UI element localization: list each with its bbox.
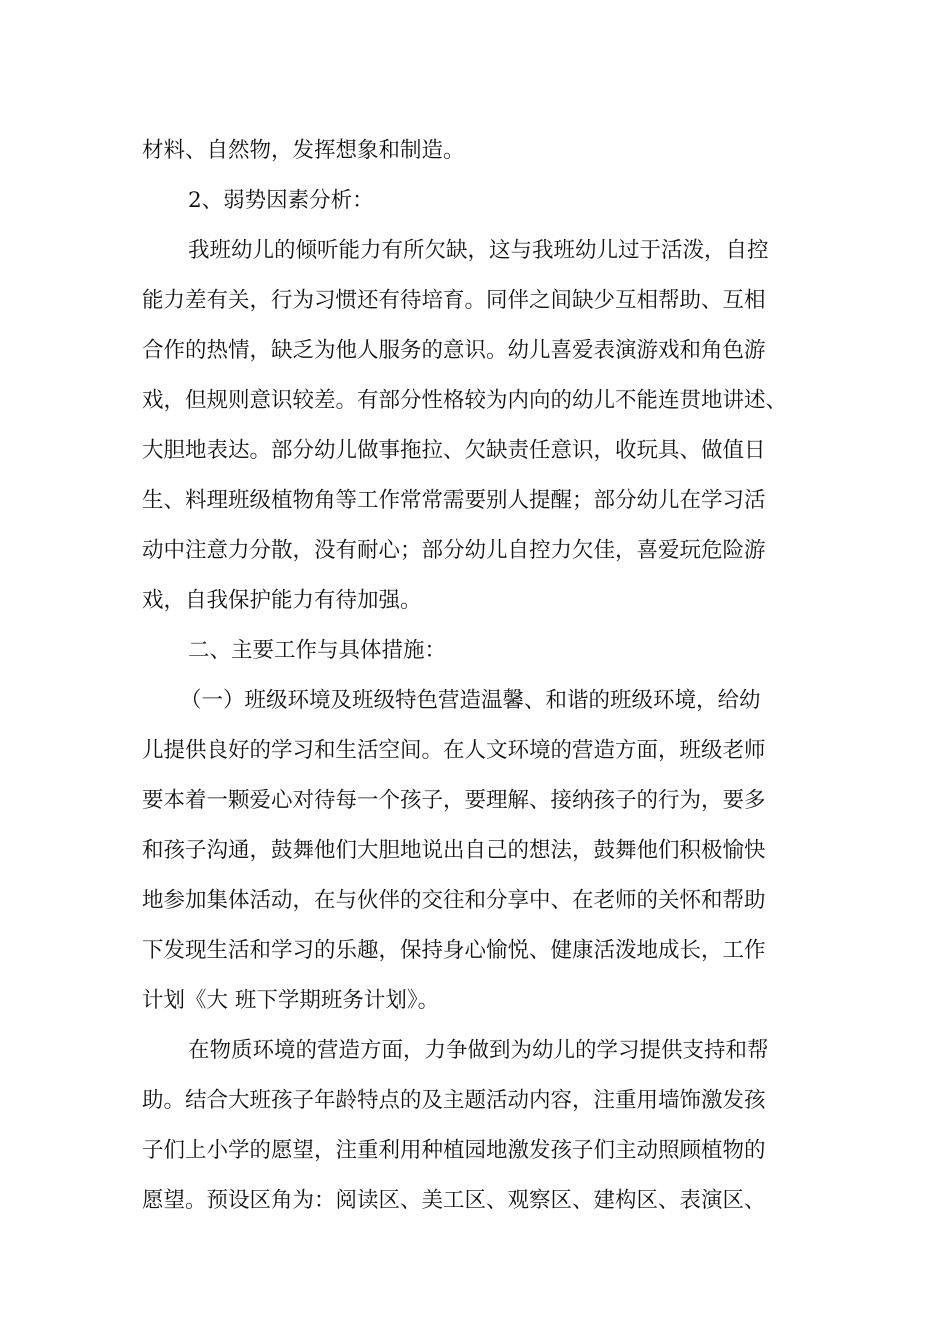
section-heading-main-work: 二、主要工作与具体措施： [188, 638, 447, 663]
paragraph-line: 动中注意力分散，没有耐心；部分幼儿自控力欠佳，喜爱玩危险游 [142, 538, 766, 563]
paragraph-line: 戏，但规则意识较差。有部分性格较为内向的幼儿不能连贯地讲述、 [142, 388, 788, 413]
paragraph-line: 助。结合大班孩子年龄特点的及主题活动内容，注重用墙饰激发孩 [142, 1088, 766, 1113]
paragraph-line: 愿望。预设区角为：阅读区、美工区、观察区、建构区、表演区、 [142, 1188, 766, 1213]
paragraph-line: 和孩子沟通，鼓舞他们大胆地说出自己的想法，鼓舞他们积极愉快 [142, 838, 766, 863]
paragraph-line: 儿提供良好的学习和生活空间。在人文环境的营造方面，班级老师 [142, 738, 766, 763]
paragraph-line: 要本着一颗爱心对待每一个孩子，要理解、接纳孩子的行为，要多 [142, 788, 766, 813]
paragraph-line: 生、料理班级植物角等工作常常需要别人提醒；部分幼儿在学习活 [142, 488, 766, 513]
paragraph-line: 我班幼儿的倾听能力有所欠缺，这与我班幼儿过于活泼，自控 [188, 238, 769, 263]
paragraph-line: 在物质环境的营造方面，力争做到为幼儿的学习提供支持和帮 [188, 1038, 769, 1063]
paragraph-line: 能力差有关，行为习惯还有待培育。同伴之间缺少互相帮助、互相 [142, 288, 766, 313]
paragraph-line: 下发现生活和学习的乐趣，保持身心愉悦、健康活泼地成长，工作 [142, 938, 766, 963]
paragraph-line: （一）班级环境及班级特色营造温馨、和谐的班级环境，给幼 [180, 688, 761, 713]
paragraph-line: 计划《大 班下学期班务计划》。 [142, 988, 440, 1013]
section-heading-weakness-analysis: 2、弱势因素分析： [188, 188, 374, 213]
paragraph-line: 合作的热情，缺乏为他人服务的意识。幼儿喜爱表演游戏和角色游 [142, 338, 766, 363]
paragraph-line: 地参加集体活动，在与伙伴的交往和分享中、在老师的关怀和帮助 [142, 888, 766, 913]
paragraph-line: 戏，自我保护能力有待加强。 [142, 588, 422, 613]
paragraph-line: 材料、自然物，发挥想象和制造。 [142, 138, 465, 163]
paragraph-line: 子们上小学的愿望，注重利用种植园地激发孩子们主动照顾植物的 [142, 1138, 766, 1163]
paragraph-line: 大胆地表达。部分幼儿做事拖拉、欠缺责任意识，收玩具、做值日 [142, 438, 766, 463]
